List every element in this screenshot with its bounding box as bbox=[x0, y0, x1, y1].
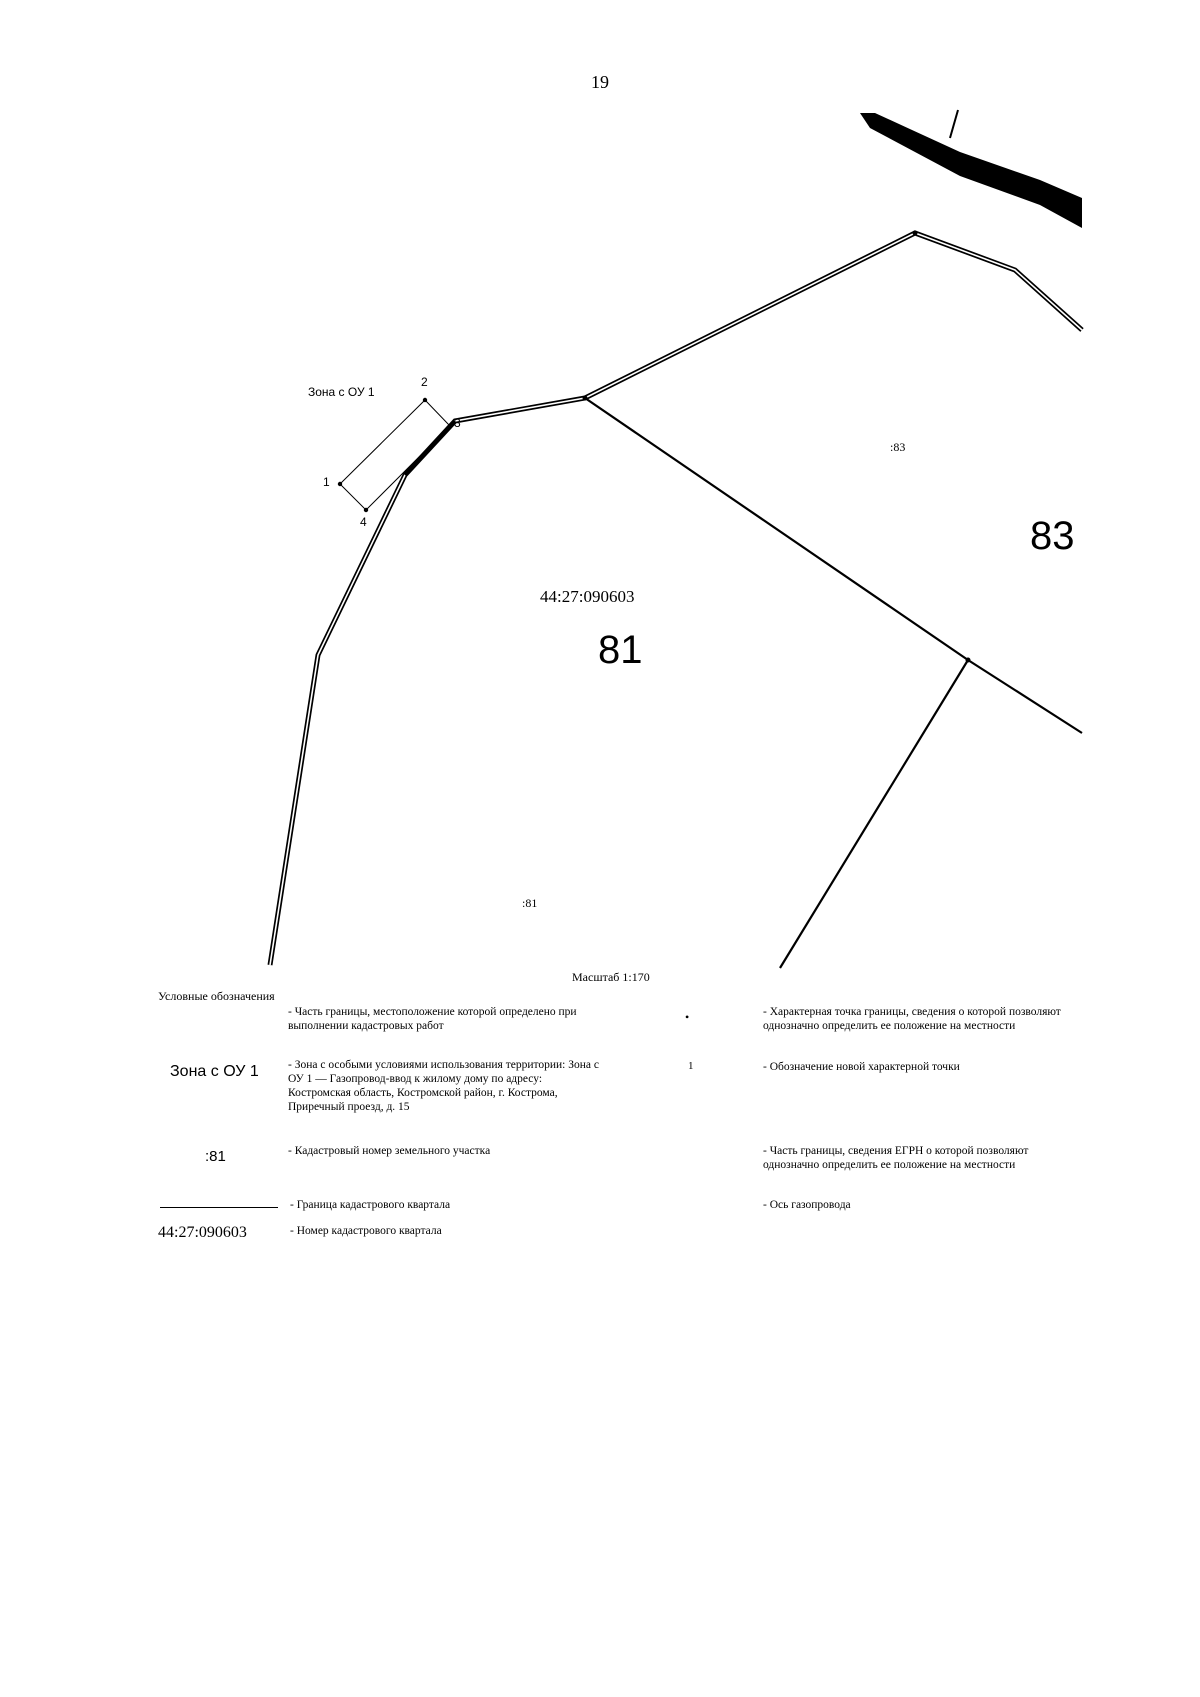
point-label-1: 1 bbox=[323, 475, 330, 489]
internal-boundaries bbox=[405, 398, 1082, 968]
page-number: 19 bbox=[591, 72, 609, 92]
legend-item-new-point: - Обозначение новой характерной точки bbox=[763, 1061, 960, 1073]
map-scale: Масштаб 1:170 bbox=[572, 970, 650, 984]
legend-item-quarter-boundary: - Граница кадастрового квартала bbox=[290, 1199, 451, 1211]
parcel-83-big-label: 83 bbox=[1030, 516, 1075, 556]
legend-symbol-new-point: 1 bbox=[688, 1060, 694, 1072]
parcel-boundary bbox=[270, 233, 1082, 965]
parcel-83-label: :83 bbox=[890, 440, 906, 454]
legend-item-zone: - Зона с особыми условиями использования территории: Зона с ОУ 1 — Газопровод-ввод к жилому дому по адресу: Костромская область, Костромской район, г. Кострома, Приречный проезд, д. 15 bbox=[288, 1059, 599, 1113]
point-label-3: 3 bbox=[454, 416, 461, 430]
legend-symbol-parcel-number: :81 bbox=[205, 1148, 226, 1165]
legend-symbol-point: • bbox=[685, 1010, 690, 1024]
thick-boundary-band bbox=[860, 113, 1082, 228]
legend-item-parcel-number: - Кадастровый номер земельного участка bbox=[288, 1145, 491, 1157]
legend-item-defined-boundary: - Часть границы, местоположение которой определено при выполнении кадастровых работ bbox=[288, 1006, 577, 1032]
legend-item-characteristic-point: - Характерная точка границы, сведения о которой позволяют однозначно определить ее положение на местности bbox=[763, 1006, 1061, 1032]
quarter-number-label: 44:27:090603 bbox=[540, 587, 635, 606]
point-label-2: 2 bbox=[421, 375, 428, 389]
parcel-81-big-label: 81 bbox=[598, 628, 643, 672]
band-tick-line bbox=[950, 110, 958, 138]
zone-label: Зона с ОУ 1 bbox=[308, 385, 375, 399]
legend-title: Условные обозначения bbox=[158, 989, 275, 1003]
legend-symbol-quarter-number: 44:27:090603 bbox=[158, 1224, 247, 1241]
legend-item-quarter-number: - Номер кадастрового квартала bbox=[290, 1225, 442, 1237]
parcel-81-label: :81 bbox=[522, 896, 538, 910]
legend-item-egrn-boundary: - Часть границы, сведения ЕГРН о которой позволяют однозначно определить ее положение на местности bbox=[763, 1145, 1029, 1171]
legend-item-gas-axis: - Ось газопровода bbox=[763, 1199, 851, 1211]
legend-symbol-quarter-line bbox=[160, 1207, 278, 1208]
legend-symbol-zone: Зона с ОУ 1 bbox=[170, 1063, 259, 1080]
point-label-4: 4 bbox=[360, 515, 367, 529]
